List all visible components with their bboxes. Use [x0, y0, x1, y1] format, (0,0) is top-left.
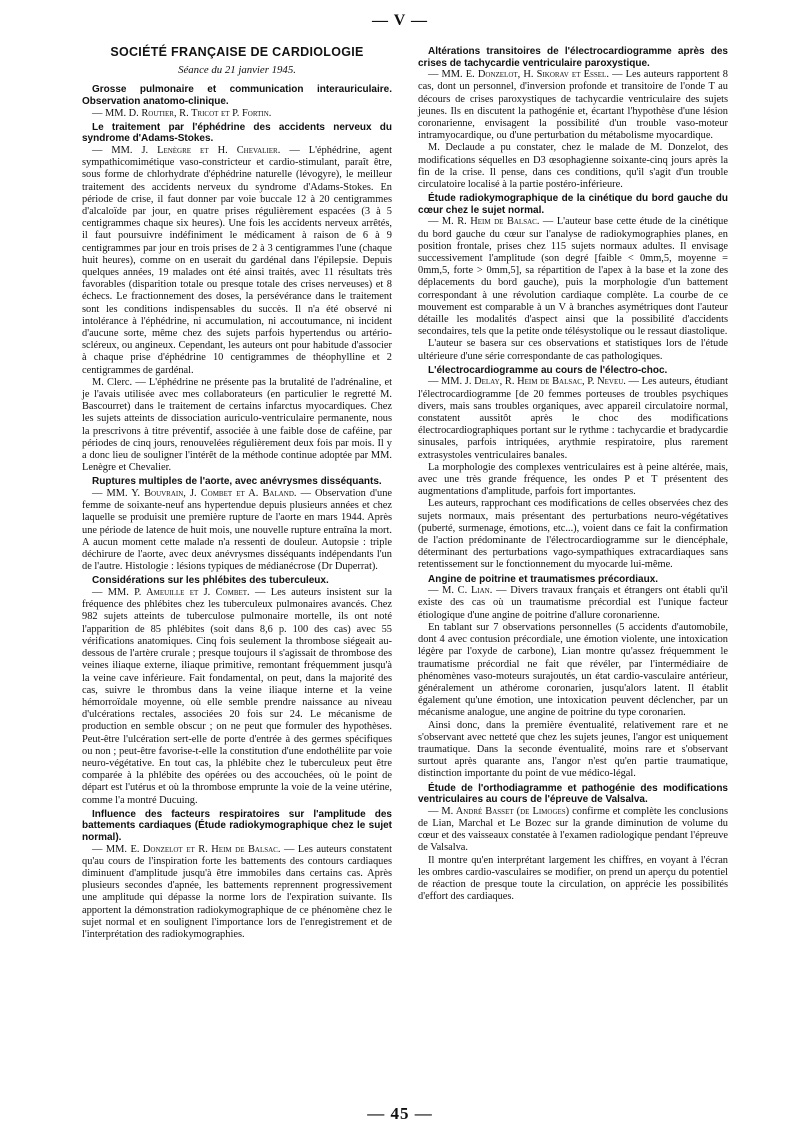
- article-electro-choc: [418, 365, 728, 572]
- article-paragraph: Les auteurs, rapprochant ces modifications de celles observées chez des sujets normaux, mais présentant des perturbations neuro-végétatives (puberté, surmenage, émotions, etc...), voient dans ce fait la confirmation de l'action prédominante de l'électrocardiogramme sur le diencéphale, déterminant des perturbations vago-sympathiques extracardiaques sans retentissement sur le fonctionnement du myocarde lui-même.: [418, 498, 728, 571]
- article-authors: — M. C. Lian.: [428, 585, 493, 597]
- article-authors: — M. André Basset (de Limoges): [428, 805, 570, 817]
- article-paragraph: La morphologie des complexes ventriculaires est à peine altérée, mais, avec une très grande fréquence, les ondes P et T présentent des augmentations d'amplitude, parfois fort importantes.: [418, 461, 728, 498]
- article-title: Ruptures multiples de l'aorte, avec anévrysmes disséquants.: [92, 476, 382, 488]
- article-title: Influence des facteurs respiratoires sur l'amplitude des battements cardiaques (Étude radiokymographique chez le sujet normal).: [82, 808, 392, 843]
- article-ephedrine: [82, 122, 392, 475]
- article-authors: — MM. P. Ameuille et J. Combet.: [92, 587, 250, 599]
- article-angine-traumatismes: [418, 574, 728, 781]
- article-authors: — MM. J. Delay, R. Heim de Balsac, P. Neveu.: [428, 376, 626, 388]
- article-paragraph: L'auteur se basera sur ces observations et statistiques lors de l'étude ultérieure d'une série correspondante de cas pathologiques.: [418, 338, 728, 362]
- article-paragraph: En tablant sur 7 observations personnelles (5 accidents d'automobile, dont 4 avec contusion précordiale, une émotion violente, une intoxication légère par l'oxyde de carbone), Lian montre qu'assez fréquemment le traumatisme précordial ne fait que révéler, par l'intermédiaire de phénomènes vaso-moteurs surajoutés, un état cardio-vasculaire antérieur, généralement un athérome coronarien, jusqu'alors latent. Il établit également qu'une émotion, une intoxication peuvent déclencher, par un mécanisme analogue, une angine de poitrine du type coronarien.: [418, 621, 728, 719]
- article-paragraph: — Divers travaux français et étrangers ont établi qu'il existe des cas où un traumatisme précordial est l'unique facteur étiologique d'une angine de poitrine d'allure coronarienne.: [418, 585, 729, 621]
- article-paragraph: — L'éphédrine, agent sympathicomimétique vaso-constricteur et cardio-stimulant, paraît être, sous forme de chlorhydrate d'éphédrine naturelle (lévogyre), le meilleur traitement des accidents nerveux du syndrome d'Adams-Stokes. En période de crise, il faut donner par voie buccale 12 à 20 centigrammes d'alcaloïde par jour, en quatre prises régulièrement espacées (3 à 5 centigrammes chaque six heures). Une fois les accidents nerveux arrêtés, il faut poursuivre indéfiniment le médicament à raison de 6 à 9 centigrammes par jour en trois prises de 2 à 3 centigrammes l'une (chaque huit heures), comme on en userait du gardénal dans l'épilepsie. Depuis quelques années, 19 malades ont été ainsi traités, avec 11 résultats très favorables (disparition totale ou presque totale des crises nerveuses) et 8 échecs. Le fractionnement des doses, la persévérance dans le traitement sont les conditions indispensables du succès. Il n'a été observé ni intolérance à l'éphédrine, ni accumulation, ni accoutumance, ni incident d'aucune sorte, même chez des sujets parfois hypertendus ou artério-scléreux, ou angineux. Cependant, les auteurs ont pour habitude d'associer à chaque prise d'éphédrine 10 centigrammes de théophylline et 2 centigrammes de gardénal.: [82, 144, 392, 376]
- article-paragraph: — Les auteurs insistent sur la fréquence des phlébites chez les tuberculeux pulmonaires avancés. Chez 982 sujets atteints de tuberculose pulmonaire mortelle, ils ont noté l'apparition de 85 phlébites (soit dans 8,6 p. 100 des cas) avec 55 vérifications anatomiques. Cinq fois seulement la thrombose siégeait au-dessous de l'artère crurale ; presque toujours il s'agissait de thrombose des veines iliaque externe, iliaque primitive, remontant fréquemment jusqu'à la veine cave inférieure. Fait fondamental, on peut, dans la majorité des cas, suivre le thrombus dans la veine iliaque interne et la veine hémorroïdale moyenne, où elle semble prendre naissance au niveau d'ulcérations rectales, associées 20 fois sur 24. Le mécanisme de production en semble obscur ; on ne peut que formuler des hypothèses. Peut-être l'ulcération sert-elle de porte d'entrée à des germes spécifiques ou non ; peut-être favorise-t-elle la constitution d'une endothéliite par voie neuro-végétative. En tout cas, la phlébite chez le tuberculeux peut être comparée à la phlébite des opérées ou des accouchées, où le point de départ est l'utérus et où la thrombose emprunte la voie de la veine utérine, comme l'a montré Ducuing.: [82, 587, 392, 806]
- article-paragraph: — Les auteurs constatent qu'au cours de l'inspiration forte les battements des contours cardiaques diminuent d'amplitude jusqu'à être immobiles dans certains cas. Après plusieurs secondes d'apnée, les battements reprennent progressivement une amplitude qui dépasse la norme lors de l'expiration suivante. Ils apportent la démonstration radiokymographique de ce phénomène chez le sujet normal et en soulignent l'importance lors de l'enregistrement et de l'interprétation des radiokymographies.: [82, 843, 392, 940]
- article-paragraph: — Observation d'une femme de soixante-neuf ans hypertendue depuis plusieurs années et chez laquelle se produisit une première rupture de l'aorte en mars 1944. Après une période de latence de huit mois, une nouvelle rupture entraîna la mort. A aucun moment cette malade n'a ressenti de douleur. Autopsie : triple déchirure de l'aorte, avec deux anévrysmes disséquants indépendants l'un de l'autre. Histologie : lésions typiques de médianécrose (Dr Duperrat).: [82, 488, 392, 573]
- article-ruptures-aorte: [82, 476, 392, 573]
- article-facteurs-respiratoires: [82, 809, 392, 941]
- article-paragraph: M. Clerc. — L'éphédrine ne présente pas la brutalité de l'adrénaline, et je l'avais utilisée avec mes collaborateurs (en particulier le regretté M. Bascourret) dans le traitement de certains infarctus myocardiques. Chez les sujets atteints de dissociation auriculo-ventriculaire permanente, nous la prescrivons à titre préventif, associée à une faible dose de caféine, par périodes de cinq jours, renouvelées régulièrement deux fois par mois. Il y a donc lieu de souligner l'intérêt de la méthode continue adoptée par MM. Lenègre et Chevalier.: [82, 376, 392, 474]
- article-title: Étude de l'orthodiagramme et pathogénie des modifications ventriculaires au cours de l'épreuve de Valsalva.: [418, 782, 728, 806]
- article-title: Considérations sur les phlébites des tuberculeux.: [92, 575, 329, 587]
- article-valsalva: [418, 783, 728, 904]
- page-roman-header: — V —: [372, 12, 428, 29]
- article-authors: — MM. E. Donzelot et R. Heim de Balsac.: [92, 843, 281, 855]
- article-radiokymographique: [418, 193, 728, 363]
- page-number-footer: — 45 —: [367, 1104, 433, 1123]
- article-title: Angine de poitrine et traumatismes précordiaux.: [428, 573, 659, 585]
- article-title: Grosse pulmonaire et communication interauriculaire. Observation anatomo-clinique.: [82, 84, 392, 107]
- article-authors: — MM. D. Routier, R. Tricot et P. Fortin.: [92, 107, 272, 119]
- article-paragraph: Il montre qu'en interprétant largement les chiffres, en voyant à l'écran les ombres cardio-vasculaires se modifier, on prend un aperçu du potentiel de réaction de presque toute la circulation, on apprécie les possibilités d'effort des cardiaques.: [418, 854, 728, 903]
- article-alterations-ecg: [418, 46, 728, 191]
- article-authors: — M. R. Heim de Balsac.: [428, 216, 540, 228]
- session-date: Séance du 21 janvier 1945.: [178, 64, 296, 77]
- article-title: Altérations transitoires de l'électrocardiogramme après des crises de tachycardie ventriculaire paroxystique.: [418, 46, 728, 69]
- left-column: [82, 46, 392, 943]
- article-phlebites: [82, 575, 392, 806]
- society-heading: SOCIÉTÉ FRANÇAISE DE CARDIOLOGIE: [110, 45, 364, 59]
- article-authors: — MM. E. Donzelot, H. Sikorav et Essel.: [428, 69, 609, 81]
- article-paragraph: — L'auteur base cette étude de la cinétique du bord gauche du cœur sur l'analyse de radiokymographies planes, en position frontale, prises chez 115 sujets normaux adultes. Il envisage successivement l'amplitude (son degré [faible < 0mm,5, moyenne = 0mm,5, forte > 0mm,5], sa répartition de l'apex à la base et la zone des déplacements du bord gauche), puis la morphologie d'un battement correspondant à une révolution cardiaque complète. La courbe de ce mouvement est comparable à un V à branches asymétriques dont l'auteur détaille les modalités d'aspect ainsi que la possibilité d'accidents secondaires, tels que la petite onde télésystolique ou le ressaut diastolique.: [418, 216, 728, 338]
- article-paragraph: confirme et complète les conclusions de Lian, Marchal et Le Bozec sur la grande diminution de volume du cœur et des vaisseaux constatée à l'examen radiologique pendant l'épreuve de Valsalva.: [418, 805, 728, 854]
- article-title: L'électrocardiogramme au cours de l'électro-choc.: [428, 364, 668, 376]
- article-authors: — MM. Y. Bouvrain, J. Combet et A. Baland.: [92, 488, 297, 500]
- right-column: [418, 46, 728, 905]
- article-paragraph: Ainsi donc, dans la première éventualité, relativement rare et ne s'observant avec netteté que chez les sujets jeunes, l'angor est uniquement traumatique. Dans la seconde éventualité, moins rare et s'observant surtout après quarante ans, l'angor n'est qu'en partie traumatique, distinction importante du point de vue médico-légal.: [418, 719, 728, 780]
- article-grosse-pulmonaire: [82, 84, 392, 119]
- article-title: Le traitement par l'éphédrine des accidents nerveux du syndrome d'Adams-Stokes.: [82, 121, 392, 145]
- article-paragraph: M. Declaude a pu constater, chez le malade de M. Donzelot, des modifications séquelles en D3 œsophagienne soixante-cinq jours après la fin de la crise. Il pense, dans ces conditions, qu'il s'agit d'un trouble circulatoire localisé à la partie postéro-inférieure.: [418, 142, 728, 191]
- article-authors: — MM. J. Lenègre et H. Chevalier.: [92, 144, 281, 156]
- article-paragraph: — Les auteurs rapportent 8 cas, dont un personnel, d'inversion profonde et transitoire de l'onde T au décours de crises paroxystiques de tachycardie ventriculaire des sujets jeunes. Ils en discutent la pathogénie et, écartant l'hypothèse d'une lésion coronarienne, envisagent la possibilité d'un trouble vaso-moteur intramyocardique, ou d'une perturbation du métabolisme myocardique.: [418, 69, 729, 142]
- article-paragraph: — Les auteurs, étudiant l'électrocardiogramme [de 20 femmes porteuses de troubles psychiques divers, mais sans troubles organiques, avec appareil circulatoire normal, constatent aussitôt après le choc des modifications électrocardiographiques portant sur le rythme : tachycardie et bradycardie sinusales, parfois intriquées, arythmie respiratoire, plus rarement extrasystoles ventriculaires banales.: [418, 376, 729, 461]
- article-title: Étude radiokymographique de la cinétique du bord gauche du cœur chez le sujet normal.: [418, 193, 728, 216]
